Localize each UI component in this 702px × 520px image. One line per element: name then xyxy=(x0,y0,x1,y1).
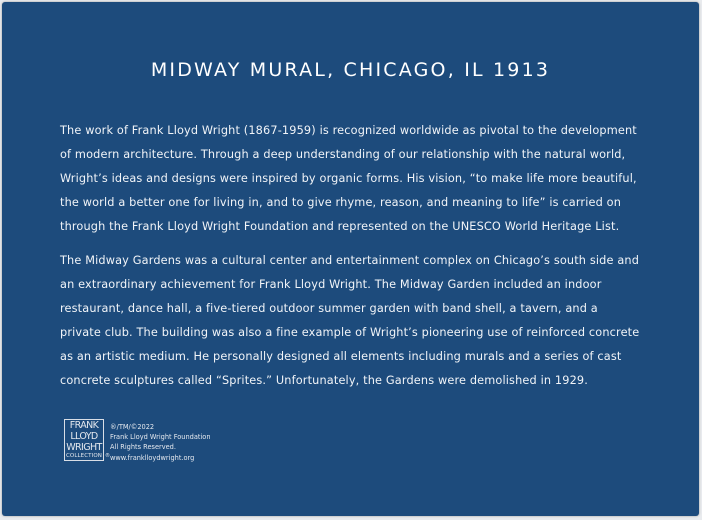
logo-word: WRIGHT xyxy=(66,442,102,453)
paragraph-line: of modern architecture. Through a deep understanding of our relationship with the natural world, xyxy=(60,148,626,161)
paragraph-2 xyxy=(60,249,650,393)
paragraph-line: Wright’s ideas and designs were inspired by organic forms. His vision, “to make life more beautiful, xyxy=(60,172,637,185)
body-text xyxy=(60,119,650,403)
paragraph-line: through the Frank Lloyd Wright Foundation and represented on the UNESCO World Heritage List. xyxy=(60,220,620,233)
paragraph-line: The work of Frank Lloyd Wright (1867-1959) is recognized worldwide as pivotal to the development xyxy=(60,124,637,137)
frank-lloyd-wright-collection-logo xyxy=(64,419,104,461)
paragraph-line: restaurant, dance hall, a five-tiered outdoor summer garden with band shell, a tavern, and a xyxy=(60,302,598,315)
paragraph-line: The Midway Gardens was a cultural center and entertainment complex on Chicago’s south side and xyxy=(60,254,640,267)
info-card xyxy=(2,2,699,516)
paragraph-line: private club. The building was also a fine example of Wright’s pioneering use of reinforced concrete xyxy=(60,326,640,339)
logo-collection: COLLECTION xyxy=(65,453,103,459)
paragraph-line: the world a better one for living in, and to give rhyme, reason, and meaning to life” is carried on xyxy=(60,196,622,209)
paragraph-line: concrete sculptures called “Sprites.” Unfortunately, the Gardens were demolished in 1929. xyxy=(60,374,588,387)
paragraph-1 xyxy=(60,119,650,239)
registered-mark: ® xyxy=(105,453,110,459)
legal-line: www.franklloydwright.org xyxy=(110,453,195,462)
page-title: MIDWAY MURAL, CHICAGO, IL 1913 xyxy=(150,59,551,81)
legal-line: All Rights Reserved. xyxy=(110,443,176,452)
logo-word: FRANK xyxy=(69,420,99,431)
legal-notice xyxy=(110,422,211,463)
logo-word: LLOYD xyxy=(70,431,98,442)
paragraph-line: as an artistic medium. He personally designed all elements including murals and a series of cast xyxy=(60,350,622,363)
paragraph-line: an extraordinary achievement for Frank Lloyd Wright. The Midway Garden included an indoor xyxy=(60,278,602,291)
legal-line: ®/TM/©2022 xyxy=(110,423,155,431)
legal-line: Frank Lloyd Wright Foundation xyxy=(110,433,211,442)
